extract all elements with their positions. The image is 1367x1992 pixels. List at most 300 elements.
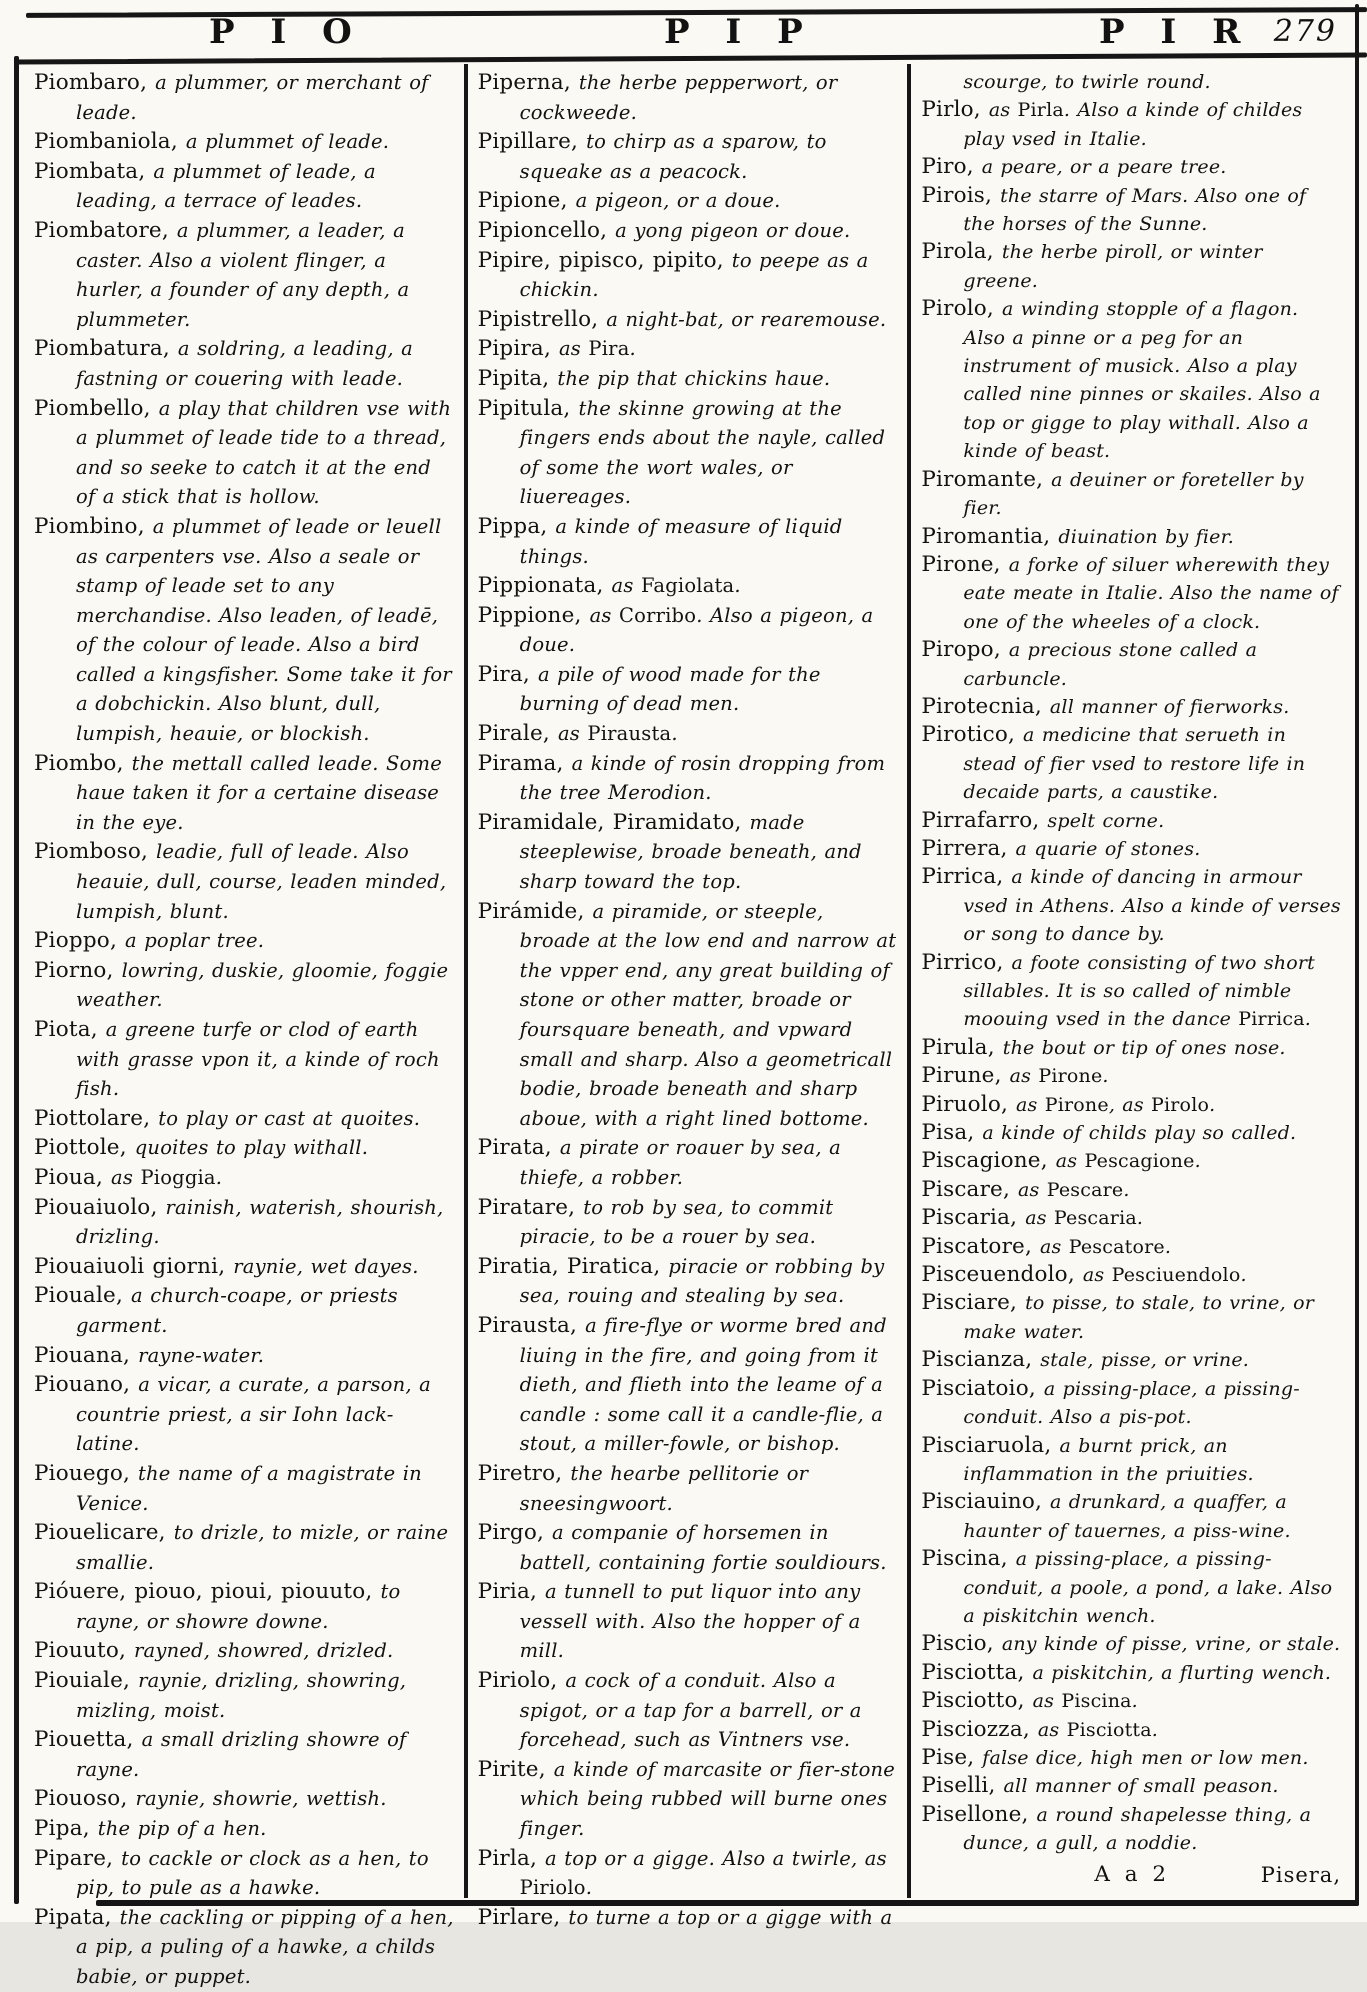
dictionary-entry [478,1193,900,1252]
entry-headword: Pirune, [921,1063,1002,1089]
column-3 [911,64,1351,1898]
entry-definition: . [585,1876,593,1900]
entry-definition: a burnt prick, an inflammation in the priuities. [963,1434,1254,1485]
entry-headword: Piouana, [34,1342,131,1368]
entry-headword: Piscio, [921,1631,994,1657]
entry-definition: the name of a magistrate in Venice. [76,1461,422,1515]
entry-definition: a plummer, or merchant of leade. [76,71,429,124]
entry-definition: . [1304,1008,1312,1031]
dictionary-entry [921,1716,1343,1744]
dictionary-entry [921,68,1343,96]
entry-definition: as [611,574,641,598]
dictionary-entry [34,1252,456,1282]
entry-definition: . Also a kinde of childes play vsed in Italie. [963,99,1303,150]
column-1 [24,64,468,1988]
dictionary-entry [478,1133,900,1192]
entry-headword: Pisellone, [921,1801,1029,1827]
entry-definition: to peepe as a chickin. [519,248,869,302]
entry-definition: a precious stone called a carbuncle. [963,639,1258,690]
cross-reference: Pirla [1017,99,1064,122]
entry-headword: Piperna, [477,70,571,95]
dictionary-entry [478,186,900,216]
entry-headword: Pisciaruola, [921,1432,1052,1458]
dictionary-entry [34,1370,456,1459]
dictionary-entry [478,1903,900,1933]
entry-headword: Pipioncello, [477,217,608,243]
dictionary-entry [478,246,900,305]
dictionary-entry [921,1346,1343,1374]
dictionary-entry [921,551,1343,636]
entry-headword: Pise, [921,1744,975,1770]
entry-headword: Pirata, [477,1135,552,1161]
entry-definition: raynie, showrie, wettish. [135,1787,387,1811]
entry-definition: a top or a gigge. Also a twirle, as [545,1846,887,1870]
dictionary-entry [34,512,456,749]
dictionary-entry [34,1577,456,1636]
dictionary-entry [921,1119,1343,1147]
entry-definition: as [988,99,1018,122]
entry-definition: to chirp as a sparow, to squeake as a peacock. [519,130,827,183]
dictionary-entry [921,1091,1343,1119]
cross-reference: Pirrica [1238,1008,1305,1031]
entry-headword: Piota, [34,1017,98,1042]
dictionary-entry [478,305,900,335]
entry-headword: Piombo, [34,750,124,776]
dictionary-entry [478,897,900,1134]
entry-headword: Piouuto, [34,1638,126,1664]
entry-definition: as [1016,1093,1045,1116]
entry-headword: Piombata, [34,158,146,184]
entry-headword: Pirois, [921,182,993,208]
entry-definition: as [557,722,588,746]
dictionary-entry [478,512,900,571]
entry-definition: a companie of horsemen in battell, containing fortie souldiours. [519,1521,887,1574]
entry-headword: Piottolare, [34,1105,151,1131]
cross-reference: Pioggia [140,1165,216,1189]
entry-definition: a small drizling showre of rayne. [76,1728,407,1781]
dictionary-entry [478,334,900,364]
dictionary-entry [921,1289,1343,1346]
entry-definition: as [558,337,589,361]
entry-definition: as [1055,1150,1085,1173]
dictionary-entry [34,956,456,1015]
right-border-rule [1355,4,1359,1906]
dictionary-entry [921,1744,1343,1772]
entry-definition: all manner of small peason. [1003,1775,1279,1798]
cross-reference: Pirone [1044,1093,1109,1116]
dictionary-entry [478,1518,900,1577]
entry-definition: a round shapelesse thing, a dunce, a gull, a noddie. [963,1803,1312,1855]
dictionary-entry [34,1193,456,1252]
entry-headword: Pisciozza, [921,1716,1030,1742]
entry-definition: a deuiner or foreteller by fier. [963,468,1304,520]
header-section-pir: P I R [1099,12,1253,52]
entry-headword: Pipitula, [477,395,571,421]
dictionary-entry [34,334,456,393]
entry-headword: Piombatore, [34,217,169,243]
entry-definition: as [1037,1718,1067,1741]
dictionary-entry [921,693,1343,721]
dictionary-entry [34,1814,456,1844]
header-section-pio: P I O [209,12,364,52]
entry-definition: a pissing-place, a pissing-conduit. Also a pis-pot. [963,1377,1300,1429]
entry-headword: Pisceuendolo, [921,1262,1075,1288]
entry-definition: as [1032,1690,1062,1713]
column-3-entries [921,68,1343,1858]
entry-definition: as [1009,1065,1039,1088]
entry-headword: Piottole, [34,1135,127,1161]
entry-definition: stale, pisse, or vrine. [1040,1349,1250,1372]
cross-reference: Piscina [1061,1690,1132,1713]
entry-headword: Pipillare, [477,129,579,155]
entry-definition: a pile of wood made for the burning of dead men. [519,662,821,716]
entry-definition: the skinne growing at the fingers ends about the nayle, called of some the wort wales, or liuereages. [519,396,886,509]
dictionary-entry [34,1518,456,1577]
dictionary-entry [34,1104,456,1134]
entry-definition: a medicine that serueth in stead of fier vsed to restore life in decaide parts, a caustike. [963,724,1306,804]
entry-definition: rainish, waterish, shourish, drizling. [76,1195,444,1249]
dictionary-entry [34,1341,456,1371]
entry-definition: any kinde of pisse, vrine, or stale. [1001,1633,1341,1656]
dictionary-entry [478,1311,900,1459]
entry-headword: Piratare, [477,1194,576,1220]
entry-headword: Piruolo, [921,1091,1009,1117]
entry-headword: Pipita, [477,365,550,391]
dictionary-entry [478,571,900,601]
dictionary-entry [478,364,900,394]
dictionary-entry [921,1801,1343,1858]
dictionary-entry [478,68,900,127]
entry-definition: a soldring, a leading, a fastning or couering with leade. [76,337,413,390]
cross-reference: Pescaria [1053,1207,1137,1230]
dictionary-entry [921,1233,1343,1261]
entry-definition: . [1194,1150,1201,1173]
dictionary-entry [921,807,1343,835]
entry-headword: Piouiale, [34,1668,131,1694]
entry-headword: Pirite, [477,1756,546,1782]
entry-definition: as [1082,1264,1112,1287]
dictionary-entry [34,216,456,334]
dictionary-entry [921,1630,1343,1658]
entry-definition: the mettall called leade. Some haue taken it for a certaine disease in the eye. [76,751,442,834]
dictionary-entry [921,153,1343,181]
entry-headword: Pirausta, [477,1312,578,1338]
entry-definition: as [1040,1235,1069,1258]
entry-definition: spelt corne. [1047,809,1165,832]
dictionary-entry [478,1755,900,1844]
dictionary-entry [921,96,1343,153]
entry-definition: a plummer, a leader, a caster. Also a violent flinger, a hurler, a founder of any depth, a plummeter. [76,218,410,331]
entry-definition: as [111,1165,141,1189]
entry-definition: . [1151,1718,1159,1741]
column-1-entries [34,68,456,1992]
dictionary-entry [478,719,900,749]
dictionary-entry [34,1015,456,1104]
entry-headword: Piombaniola, [34,129,178,155]
entry-headword: Pirla, [477,1845,538,1871]
entry-definition: a kinde of measure of liquid things. [519,514,843,568]
entry-definition: piracie or robbing by sea, rouing and stealing by sea. [519,1254,885,1308]
entry-headword: Piombatura, [34,336,170,362]
entry-headword: Pirotico, [921,722,1016,748]
dictionary-entry [34,1844,456,1903]
dictionary-entry [921,466,1343,523]
cross-reference: Pescagione [1084,1150,1195,1173]
cross-reference: Pira [588,337,630,361]
entry-definition: to drizle, to mizle, or raine smallie. [76,1521,449,1574]
entry-headword: Pirola, [921,239,994,265]
entry-headword: Piouaiuolo, [34,1194,158,1220]
entry-headword: Pira, [477,661,530,687]
entry-headword: Pirrico, [921,949,1004,975]
dictionary-entry [478,601,900,660]
cross-reference: Pisciotta [1066,1718,1152,1741]
page-foot [921,1862,1343,1887]
entry-definition: quoites to play withall. [134,1136,369,1160]
entry-headword: Piscagione, [921,1148,1048,1174]
dictionary-entry [921,1261,1343,1289]
entry-headword: Piscianza, [921,1347,1033,1373]
entry-headword: Piombaro, [34,70,148,95]
dictionary-entry [34,1163,456,1193]
entry-headword: Pirrera, [921,835,1008,861]
entry-definition: . [734,574,741,598]
entry-definition: a peare, or a peare tree. [981,156,1227,179]
entry-headword: Pisciotta, [921,1659,1025,1685]
entry-headword: Pirula, [921,1034,995,1060]
dictionary-entry [34,837,456,926]
entry-definition: a kinde of dancing in armour vsed in Athens. Also a kinde of verses or song to dance by. [963,866,1341,946]
dictionary-entry [921,1545,1343,1630]
entry-headword: Piouetta, [34,1727,134,1753]
entry-headword: Pipira, [477,336,551,362]
dictionary-entry [921,1147,1343,1175]
dictionary-entry [478,808,900,897]
entry-definition: . [671,722,678,746]
dictionary-entry [478,749,900,808]
dictionary-entry [478,1577,900,1666]
entry-definition: a forke of siluer wherewith they eate meate in Italie. Also the name of one of the wheeles of a clock. [963,553,1339,633]
dictionary-entry [921,1772,1343,1800]
dictionary-entry [34,1636,456,1666]
dictionary-entry [478,1252,900,1311]
entry-headword: Piscare, [921,1176,1011,1202]
entry-headword: Pisa, [921,1120,975,1146]
entry-headword: Piouaiuoli giorni, [34,1253,226,1279]
entry-definition: . Also a pigeon, a doue. [519,603,874,657]
entry-headword: Piombello, [34,395,151,421]
entry-definition: a kinde of rosin dropping from the tree Merodion. [519,751,886,805]
dictionary-entry [478,394,900,512]
entry-definition: the herbe piroll, or winter greene. [963,241,1263,292]
gathering-signature: A a 2 [1094,1861,1171,1887]
entry-headword: Pippa, [477,513,548,539]
entry-definition: a fire-flye or worme bred and liuing in the fire, and going from it dieth, and flieth into the leame of a candle : some call it a candle-flie, a stout, a miller-fowle, or bishop. [519,1313,887,1456]
dictionary-entry [921,636,1343,693]
entry-headword: Piombino, [34,513,145,539]
entry-headword: Pisciatoio, [921,1375,1036,1401]
dictionary-entry [478,1666,900,1755]
dictionary-entry [921,1659,1343,1687]
entry-headword: Piriolo, [477,1668,558,1694]
entry-definition: . [1209,1093,1216,1116]
entry-definition: a pissing-place, a pissing-conduit, a poole, a pond, a lake. Also a piskitchin wench. [963,1548,1333,1627]
entry-definition: . [629,337,636,361]
dictionary-entry [34,1281,456,1340]
entry-definition: raynie, drizling, showring, mizling, moist. [76,1669,407,1722]
entry-headword: Pirlare, [477,1904,561,1930]
entry-definition: . [1136,1207,1144,1230]
entry-definition: the pip that chickins haue. [557,366,831,390]
dictionary-entry [34,394,456,512]
dictionary-entry [34,749,456,838]
entry-definition: , as [1108,1093,1152,1116]
entry-definition: . [1164,1235,1172,1258]
dictionary-entry [34,1903,456,1992]
entry-definition: . [1123,1178,1130,1201]
entry-headword: Piouale, [34,1283,123,1309]
dictionary-entry [921,1062,1343,1090]
entry-headword: Piomboso, [34,839,148,865]
cross-reference: Piriolo [519,1876,586,1900]
cross-reference: Pirone [1038,1065,1103,1088]
entry-headword: Piretro, [477,1460,563,1486]
dictionary-entry [34,157,456,216]
dictionary-entry [34,1725,456,1784]
entry-headword: Pirlo, [921,97,981,123]
entry-headword: Pirama, [477,750,564,776]
entry-headword: Piouego, [34,1460,130,1486]
entry-headword: Piouano, [34,1372,131,1398]
entry-definition: as [1018,1178,1047,1201]
dictionary-entry [921,863,1343,948]
catchword: Pisera, [1260,1862,1342,1887]
entry-headword: Pipistrello, [477,306,599,332]
entry-headword: Pirgo, [477,1520,545,1546]
dictionary-entry [921,1375,1343,1432]
entry-headword: Pisciotto, [921,1688,1025,1714]
entry-headword: Pipione, [477,188,568,214]
cross-reference: Pescatore [1068,1235,1165,1258]
entry-definition: as [1025,1207,1054,1230]
entry-headword: Pipire, pipisco, pipito, [477,247,724,273]
cross-reference: Corribo [619,603,697,627]
entry-definition: a tunnell to put liquor into any vessell with. Also the hopper of a mill. [519,1580,861,1663]
entry-definition: as [589,603,620,627]
dictionary-entry [921,295,1343,465]
entry-headword: Piscina, [921,1546,1008,1572]
entry-headword: Piromantia, [921,523,1051,549]
entry-headword: Piouoso, [34,1786,128,1812]
dictionary-entry [34,1666,456,1725]
entry-headword: Piscatore, [921,1233,1032,1259]
entry-headword: Piria, [477,1579,538,1605]
entry-headword: Pioppo, [34,928,117,954]
entry-definition: the hearbe pellitorie or sneesingwoort. [519,1461,809,1515]
dictionary-entry [34,926,456,956]
entry-definition: diuination by fier. [1058,525,1235,548]
cross-reference: Pescare [1046,1178,1124,1201]
text-columns [24,64,1351,1988]
entry-headword: Pisciauino, [921,1489,1043,1515]
entry-definition: the herbe pepperwort, or cockweede. [519,71,838,124]
dictionary-entry [921,523,1343,551]
dictionary-entry [34,1784,456,1814]
entry-definition: a poplar tree. [125,929,265,953]
cross-reference: Pirolo [1151,1093,1210,1116]
entry-definition: a greene turfe or clod of earth with grasse vpon it, a kinde of roch fish. [76,1018,440,1101]
entry-headword: Pioua, [34,1164,103,1190]
entry-definition: . [215,1165,223,1189]
entry-headword: Piscaria, [921,1205,1018,1231]
entry-headword: Pióuere, piouo, pioui, piouuto, [34,1579,373,1605]
entry-definition: a winding stopple of a flagon. Also a pinne or a peg for an instrument of musick. Also a play called nine pinnes or skailes. Also a top or gigge to play withall. Also a kinde of beast. [963,298,1321,463]
entry-headword: Pipa, [34,1816,90,1842]
entry-definition: a yong pigeon or doue. [615,218,851,242]
dictionary-entry [34,68,456,127]
entry-definition: to turne a top or a gigge with a [568,1905,893,1929]
dictionary-entry [478,1844,900,1903]
entry-headword: Piromante, [921,466,1044,492]
dictionary-entry [34,1133,456,1163]
entry-definition: a foote consisting of two short sillables. It is so called of nimble moouing vsed in the dance [963,951,1316,1031]
entry-definition: made steeplewise, broade beneath, and sharp toward the top. [519,810,862,894]
entry-definition: a piskitchin, a flurting wench. [1032,1661,1332,1684]
dictionary-entry [921,1432,1343,1489]
entry-definition: the bout or tip of ones nose. [1002,1036,1286,1059]
entry-definition: to pisse, to stale, to vrine, or make water. [963,1292,1314,1343]
cross-reference: Pesciuendolo [1111,1264,1241,1287]
entry-headword: Pirale, [477,721,550,747]
column-2 [468,64,912,1930]
entry-definition: to rob by sea, to commit piracie, to be a rouer by sea. [519,1195,834,1249]
dictionary-entry [34,127,456,157]
dictionary-entry [478,660,900,719]
entry-headword: Pirrafarro, [921,807,1040,833]
entry-definition: a drunkard, a quaffer, a haunter of tauernes, a piss-wine. [963,1491,1291,1542]
entry-headword: Piro, [921,154,974,180]
entry-definition: a kinde of childs play so called. [982,1122,1297,1145]
dictionary-entry [478,1459,900,1518]
entry-definition: . [1102,1065,1109,1088]
entry-headword: Pippionata, [477,573,604,599]
cross-reference: Fagiolata [640,574,735,598]
entry-definition: a play that children vse with a plummet of leade tide to a thread, and so seeke to catch it at the end of a stick that is hollow. [76,396,452,509]
entry-headword: Pirone, [921,551,1001,577]
entry-headword: Pirrica, [921,864,1004,890]
page-number: 279 [1273,14,1337,49]
entry-headword: Pippione, [477,602,582,628]
entry-definition: rayne-water. [138,1343,265,1367]
entry-headword: Piorno, [34,957,114,983]
dictionary-entry [921,949,1343,1034]
dictionary-entry [478,216,900,246]
dictionary-entry [921,238,1343,295]
dictionary-entry [478,127,900,186]
entry-headword: Pipare, [34,1845,114,1871]
entry-definition: leadie, full of leade. Also heauie, dull, course, leaden minded, lumpish, blunt. [76,840,447,923]
entry-definition: to play or cast at quoites. [158,1106,421,1130]
entry-headword: Piratia, Piratica, [477,1253,661,1279]
entry-headword: Piramidale, Piramidato, [477,809,742,835]
dictionary-entry [921,182,1343,239]
entry-definition: a night-bat, or rearemouse. [606,307,887,331]
entry-headword: Pirotecnia, [921,693,1042,719]
entry-definition: false dice, high men or low men. [982,1746,1309,1769]
dictionary-entry [921,1488,1343,1545]
entry-definition: a vicar, a curate, a parson, a countrie priest, a sir Iohn lack-latine. [76,1373,431,1456]
entry-definition: scourge, to twirle round. [963,71,1211,93]
